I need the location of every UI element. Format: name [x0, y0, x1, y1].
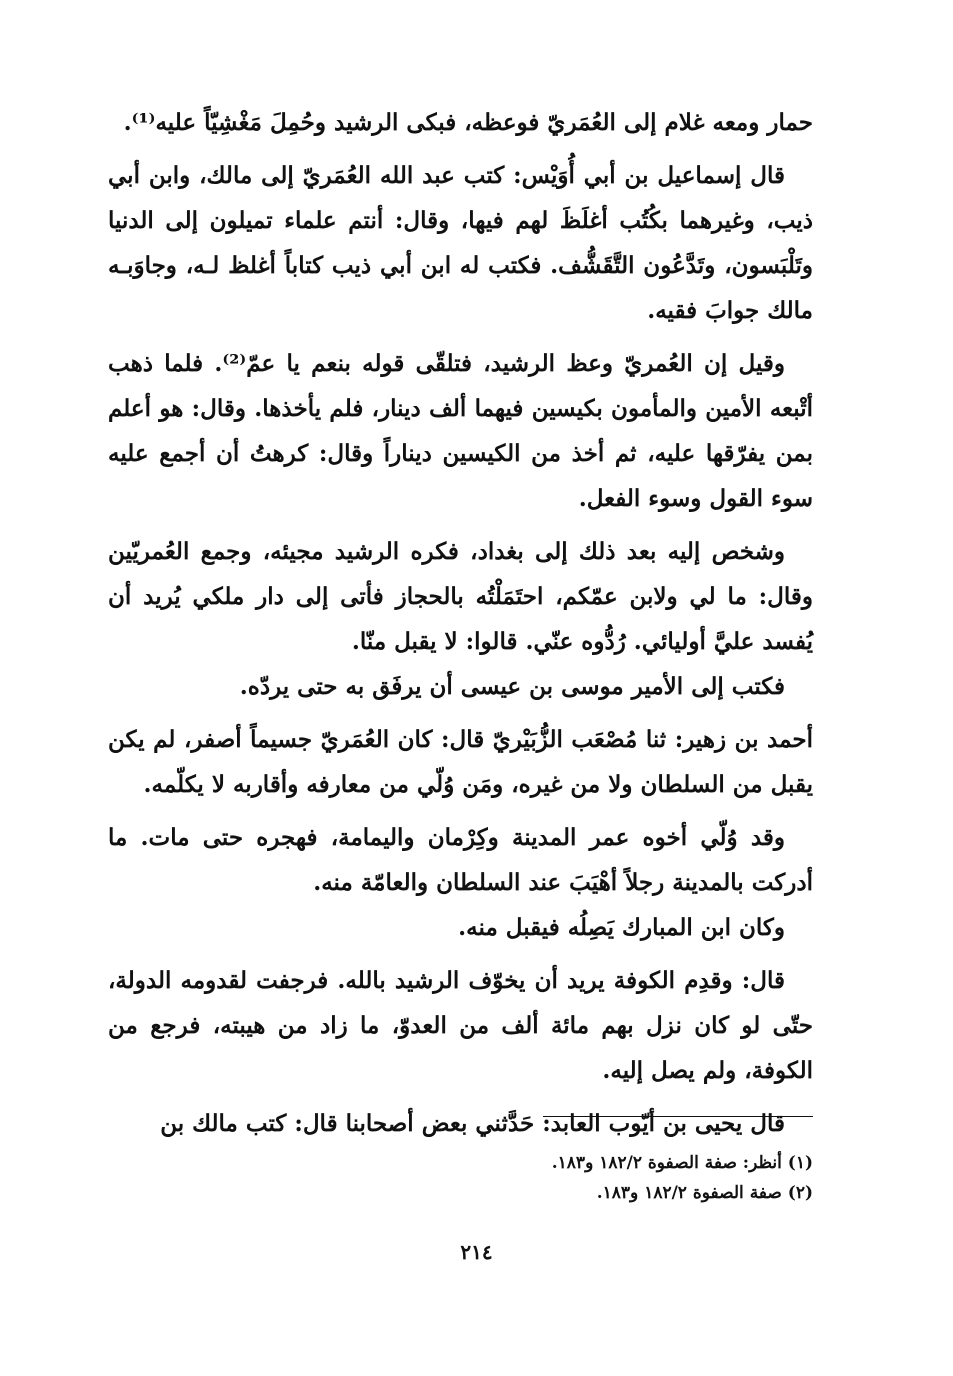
page-number: ٢١٤	[460, 1240, 493, 1264]
paragraph-9: قال: وقدِم الكوفة يريد أن يخوّف الرشيد بالله. فرجفت لقدومه الدولة، حتّى لو كان نزل بهم مائة ألف من العدوّ، ما زاد من هيبته، فرجع من الكوفة، ولم يصل إليه.	[108, 967, 813, 1084]
paragraph-3: وقيل إن العُمريّ وعظ الرشيد، فتلقّى قوله بنعم يا عمّ⁽²⁾. فلما ذهب أتْبعه الأمين والمأمون بكيسين فيهما ألف دينار، فلم يأخذها. وقال: هو أعلم بمن يفرّقها عليه، ثم أخذ من الكيسين ديناراً وقال: كرهتُ أن أجمع عليه سوء القول وسوء الفعل.	[108, 350, 813, 512]
footnote-1: (١) أنظر: صفة الصفوة ١٨٢/٢ و١٨٣.	[551, 1153, 813, 1173]
paragraph-4: وشخص إليه بعد ذلك إلى بغداد، فكره الرشيد مجيئه، وجمع العُمريّين وقال: ما لي ولابن عمّكم، احتَمَلْتُه بالحجاز فأتى إلى دار ملكي يُريد أن يُفسد عليَّ أوليائي. رُدُّوه عنّي. قالوا: لا يقبل منّا.	[108, 538, 813, 655]
paragraph-2: قال إسماعيل بن أبي أُوَيْس: كتب عبد الله العُمَريّ إلى مالك، وابن أبي ذيب، وغيرهما بكُتُب أغلَظَ لهم فيها، وقال: أنتم علماء تميلون إلى الدنيا وتَلْبَسون، وتَدَّعُون التَّقَشُّف. فكتب له ابن أبي ذيب كتاباً أغلظ لـه، وجاوَبـه مالك جوابَ فقيه.	[108, 162, 813, 324]
footnotes	[313, 1148, 813, 1208]
footnote-separator	[543, 1116, 813, 1117]
footnote-2: (٢) صفة الصفوة ١٨٢/٢ و١٨٣.	[596, 1183, 813, 1203]
paragraph-5: فكتب إلى الأمير موسى بن عيسى أن يرفَق به حتى يردّه.	[239, 673, 785, 700]
paragraph-1: حمار ومعه غلام إلى العُمَريّ فوعظه، فبكى الرشيد وحُمِلَ مَغْشِيّاً عليه⁽¹⁾.	[123, 109, 813, 136]
paragraph-8: وكان ابن المبارك يَصِلُه فيقبل منه.	[458, 914, 785, 941]
main-text	[108, 100, 813, 1154]
paragraph-7: وقد وُلّي أخوه عمر المدينة وكِرْمان واليمامة، فهجره حتى مات. ما أدركت بالمدينة رجلاً أهْيَبَ عند السلطان والعامّة منه.	[108, 824, 813, 896]
paragraph-6: أحمد بن زهير: ثنا مُصْعَب الزُّبَيْريّ قال: كان العُمَريّ جسيماً أصفر، لم يكن يقبل من السلطان ولا من غيره، ومَن وُلّي من معارفه وأقاربه لا يكلّمه.	[108, 726, 813, 798]
paragraph-10: قال يحيى بن أيّوب العابد: حَدَّثني بعض أصحابنا قال: كتب مالك بن	[160, 1110, 785, 1137]
